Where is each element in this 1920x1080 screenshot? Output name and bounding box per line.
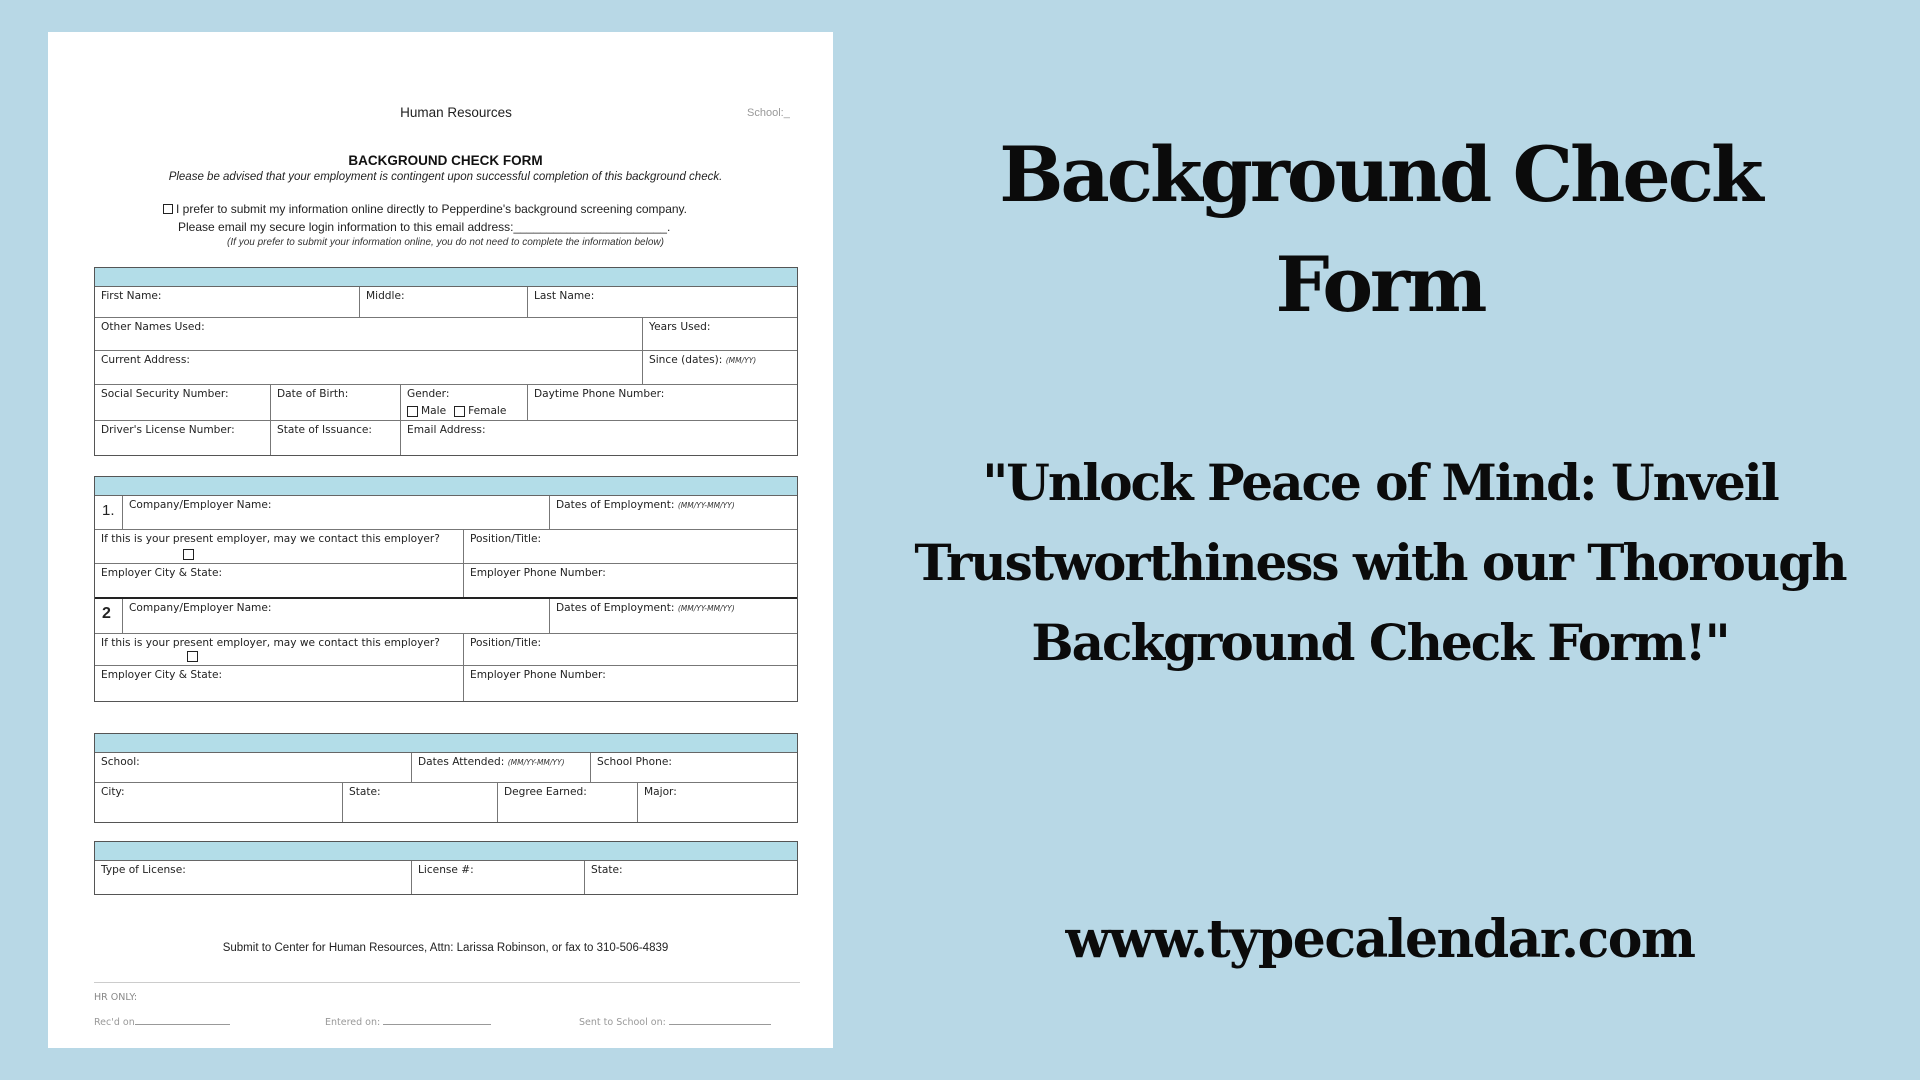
employer-2-contact-row <box>95 634 797 666</box>
license-state-field[interactable] <box>585 861 797 894</box>
email-address-field[interactable] <box>401 421 797 455</box>
ssn-label: Social Security Number: <box>101 388 229 400</box>
dates-hint: (MM/YY-MM/YY) <box>677 501 735 510</box>
state-of-issuance-label: State of Issuance: <box>277 424 372 436</box>
online-option <box>163 202 687 216</box>
dob-label: Date of Birth: <box>277 388 349 400</box>
employer-2-number: 2 <box>95 599 123 633</box>
hr-sent-field[interactable] <box>579 1015 771 1028</box>
current-address-label: Current Address: <box>101 354 190 366</box>
since-dates-field[interactable] <box>643 351 797 384</box>
employer-2-position-field[interactable] <box>464 634 797 665</box>
employer-1-number: 1. <box>95 496 123 529</box>
dates-label: Dates of Employment: <box>556 602 675 614</box>
license-email-row <box>95 421 797 455</box>
employer-1-contact-question <box>95 530 464 563</box>
employer-1-location-row <box>95 564 797 599</box>
employer-2-phone-field[interactable] <box>464 666 797 701</box>
degree-earned-label: Degree Earned: <box>504 786 587 798</box>
form-title: BACKGROUND CHECK FORM <box>348 153 543 168</box>
gender-options <box>407 405 521 418</box>
gender-female-label: Female <box>468 405 507 417</box>
address-row <box>95 351 797 385</box>
daytime-phone-label: Daytime Phone Number: <box>534 388 665 400</box>
current-address-field[interactable] <box>95 351 643 384</box>
drivers-license-label: Driver's License Number: <box>101 424 235 436</box>
employer-1-city-state-field[interactable] <box>95 564 464 597</box>
since-dates-label: Since (dates): <box>649 354 723 366</box>
online-option-note: (If you prefer to submit your information online, you do not need to complete the information below) <box>227 237 664 248</box>
license-type-label: Type of License: <box>101 864 186 876</box>
gender-label: Gender: <box>407 388 450 400</box>
form-subtitle: Please be advised that your employment is contingent upon successful completion of this background check. <box>168 171 723 183</box>
employment-section <box>94 476 798 702</box>
gender-female-checkbox[interactable] <box>454 406 465 417</box>
form-document <box>48 32 833 1048</box>
ssn-field[interactable] <box>95 385 271 420</box>
employer-2-location-row <box>95 666 797 701</box>
contact-question-label: If this is your present employer, may we contact this employer? <box>101 637 440 649</box>
middle-name-label: Middle: <box>366 290 405 302</box>
dob-field[interactable] <box>271 385 401 420</box>
school-tag: School:_ <box>747 107 790 119</box>
dates-label: Dates of Employment: <box>556 499 675 511</box>
promo-url[interactable]: www.typecalendar.com <box>1065 909 1695 970</box>
degree-earned-field[interactable] <box>498 783 638 822</box>
license-number-label: License #: <box>418 864 474 876</box>
hr-entered-label: Entered on: <box>325 1017 381 1028</box>
department-heading: Human Resources <box>400 105 512 120</box>
school-field[interactable] <box>95 753 412 782</box>
section-header-bar <box>95 477 797 496</box>
major-field[interactable] <box>638 783 797 822</box>
hr-received-field[interactable] <box>94 1015 230 1028</box>
other-names-label: Other Names Used: <box>101 321 205 333</box>
state-of-issuance-field[interactable] <box>271 421 401 455</box>
position-label: Position/Title: <box>470 533 542 545</box>
dates-attended-label: Dates Attended: <box>418 756 505 768</box>
first-name-field[interactable] <box>95 287 360 317</box>
online-option-label: I prefer to submit my information online directly to Pepperdine's background screening company. <box>176 202 687 216</box>
dates-attended-field[interactable] <box>412 753 591 782</box>
contact-question-label: If this is your present employer, may we contact this employer? <box>101 533 440 545</box>
employer-1-dates-field[interactable] <box>550 496 797 529</box>
phone-label: Employer Phone Number: <box>470 669 606 681</box>
years-used-field[interactable] <box>643 318 797 350</box>
years-used-label: Years Used: <box>649 321 711 333</box>
promo-quote: "Unlock Peace of Mind: Unveil Trustworthiness with our Thorough Background Check Form!" <box>914 453 1846 672</box>
hr-sent-label: Sent to School on: <box>579 1017 666 1028</box>
personal-info-section <box>94 267 798 456</box>
name-row <box>95 287 797 318</box>
license-state-label: State: <box>591 864 623 876</box>
license-row <box>95 861 797 894</box>
footer-divider <box>94 982 800 983</box>
last-name-field[interactable] <box>528 287 797 317</box>
license-section <box>94 841 798 895</box>
employer-1-phone-field[interactable] <box>464 564 797 597</box>
other-names-row <box>95 318 797 351</box>
major-label: Major: <box>644 786 677 798</box>
employer-1-contact-checkbox[interactable] <box>183 549 194 560</box>
dates-attended-hint: (MM/YY-MM/YY) <box>507 758 565 767</box>
other-names-field[interactable] <box>95 318 643 350</box>
company-label: Company/Employer Name: <box>129 499 272 511</box>
employer-2-company-field[interactable] <box>123 599 550 633</box>
online-option-checkbox[interactable] <box>163 204 173 214</box>
employer-1-name-row <box>95 496 797 530</box>
drivers-license-field[interactable] <box>95 421 271 455</box>
school-state-label: State: <box>349 786 381 798</box>
identity-row <box>95 385 797 421</box>
employer-1-contact-row <box>95 530 797 564</box>
employer-1-position-field[interactable] <box>464 530 797 563</box>
school-city-field[interactable] <box>95 783 343 822</box>
phone-label: Employer Phone Number: <box>470 567 606 579</box>
education-section <box>94 733 798 823</box>
employer-2-city-state-field[interactable] <box>95 666 464 701</box>
school-phone-label: School Phone: <box>597 756 672 768</box>
employer-2-dates-field[interactable] <box>550 599 797 633</box>
employer-1-company-field[interactable] <box>123 496 550 529</box>
school-label: School: <box>101 756 140 768</box>
section-header-bar <box>95 842 797 861</box>
city-state-label: Employer City & State: <box>101 567 223 579</box>
hr-received-label: Rec'd on <box>94 1017 135 1028</box>
last-name-label: Last Name: <box>534 290 595 302</box>
promo-title: Background Check Form <box>999 130 1761 329</box>
hr-only-label: HR ONLY: <box>94 992 138 1003</box>
online-email-line: Please email my secure login information to this email address:_______________________. <box>178 220 671 234</box>
gender-male-label: Male <box>421 405 447 417</box>
school-location-row <box>95 783 797 822</box>
employer-2-contact-question <box>95 634 464 665</box>
school-city-label: City: <box>101 786 125 798</box>
city-state-label: Employer City & State: <box>101 669 223 681</box>
since-dates-hint: (MM/YY) <box>725 356 757 365</box>
company-label: Company/Employer Name: <box>129 602 272 614</box>
school-state-field[interactable] <box>343 783 498 822</box>
employer-2-contact-checkbox[interactable] <box>187 651 198 662</box>
dates-hint: (MM/YY-MM/YY) <box>677 604 735 613</box>
middle-name-field[interactable] <box>360 287 528 317</box>
employer-2-name-row <box>95 599 797 634</box>
school-row <box>95 753 797 783</box>
first-name-label: First Name: <box>101 290 162 302</box>
position-label: Position/Title: <box>470 637 542 649</box>
submit-instructions: Submit to Center for Human Resources, Attn: Larissa Robinson, or fax to 310-506-4839 <box>222 942 669 954</box>
section-header-bar <box>95 268 797 287</box>
hr-entered-field[interactable] <box>325 1015 491 1028</box>
daytime-phone-field[interactable] <box>528 385 797 420</box>
school-phone-field[interactable] <box>591 753 797 782</box>
gender-male-checkbox[interactable] <box>407 406 418 417</box>
gender-field <box>401 385 528 420</box>
license-number-field[interactable] <box>412 861 585 894</box>
email-address-label: Email Address: <box>407 424 486 436</box>
section-header-bar <box>95 734 797 753</box>
license-type-field[interactable] <box>95 861 412 894</box>
